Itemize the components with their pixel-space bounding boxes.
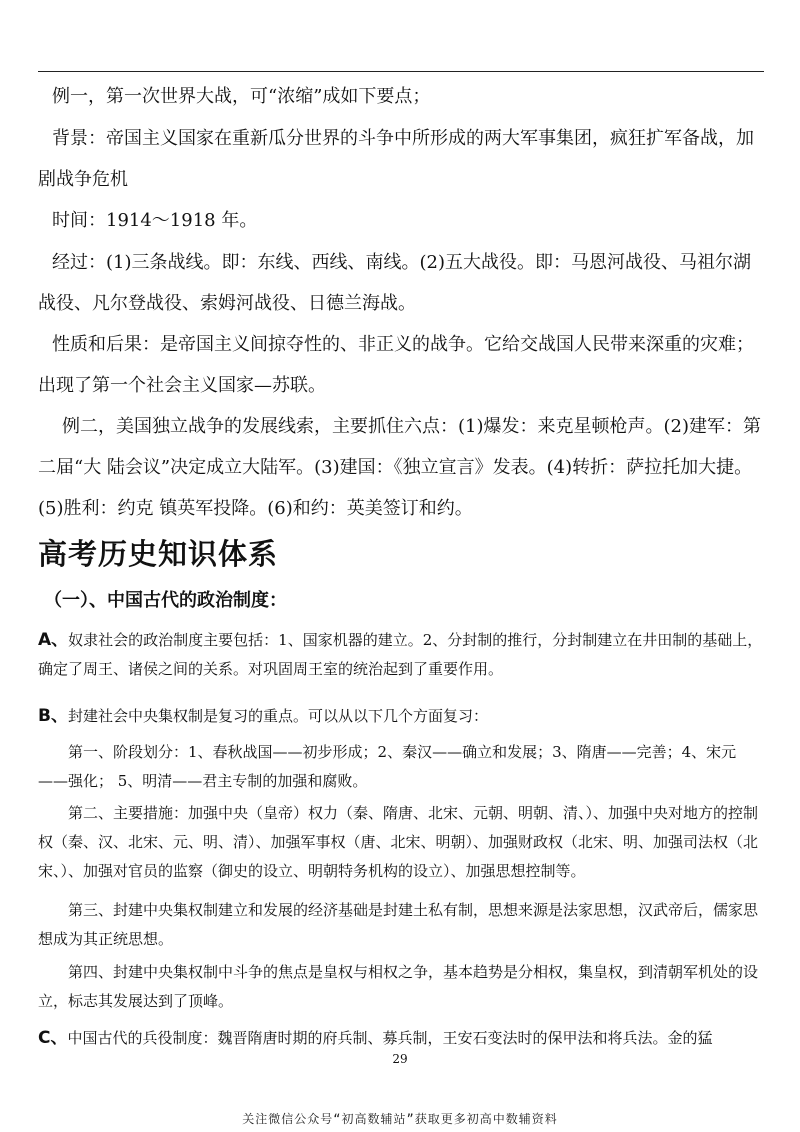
paragraph-main-measures: 第二、主要措施：加强中央（皇帝）权力（秦、隋唐、北宋、元朝、明朝、清、）、加强中央对地方的控制权（秦、汉、北宋、元、明、清）、加强军事权（唐、北宋、明朝）、加强财政权（北宋、明、加强司法权（北宋、）、加强对官员的监察（御史的设立、明朝特务机构的设立）、加强思想控制等。 [38, 804, 759, 880]
example-2-line: 例二，美国独立战争的发展线索，主要抓住六点：(1)爆发：来克星顿枪声。(2)建军：第二届“大 陆会议”决定成立大陆军。(3)建国：《独立宣言》发表。(4)转折：萨拉托加大捷。(5)胜利：约克 镇英军投降。(6)和约：英美签订和约。 [38, 416, 761, 519]
example-1-line: 例一，第一次世界大战，可“浓缩”成如下要点； [52, 86, 431, 107]
example-1-time: 时间：1914～1918 年。 [52, 210, 258, 231]
paragraph-a-lead: A、 [38, 630, 69, 650]
paragraph-b-text: 封建社会中央集权制是复习的重点。可以从以下几个方面复习： [67, 707, 488, 725]
example-1-nature: 性质和后果：是帝国主义间掠夺性的、非正义的战争。它给交战国人民带来深重的灾难；出现了第一个社会主义国家—苏联。 [38, 334, 754, 396]
footer-note: 关注微信公众号“初高数辅站”获取更多初高中数辅资料 [242, 1112, 558, 1126]
paragraph-power-struggle: 第四、封建中央集权制中斗争的焦点是皇权与相权之争，基本趋势是分相权，集皇权，到清朝军机处的设立，标志其发展达到了顶峰。 [38, 963, 759, 1010]
example-1-background: 背景：帝国主义国家在重新瓜分世界的斗争中所形成的两大军事集团，疯狂扩军备战，加剧战争危机 [38, 128, 754, 190]
paragraph-c-text: 中国古代的兵役制度：魏晋隋唐时期的府兵制、募兵制，王安石变法时的保甲法和将兵法。金的猛 [67, 1029, 713, 1047]
paragraph-b [38, 702, 766, 731]
header-rule [38, 71, 764, 72]
paragraph-economic-basis: 第三、封建中央集权制建立和发展的经济基础是封建土私有制，思想来源是法家思想，汉武帝后，儒家思想成为其正统思想。 [38, 901, 759, 948]
paragraph-c [38, 1024, 766, 1053]
paragraph-stage-division: 第一、阶段划分：1、春秋战国——初步形成；2、秦汉——确立和发展；3、隋唐——完善；4、宋元——强化； 5、明清——君主专制的加强和腐败。 [38, 743, 737, 790]
paragraph-a-text: 奴隶社会的政治制度主要包括：1、国家机器的建立。2、分封制的推行，分封制建立在井田制的基础上，确定了周王、诸侯之间的关系。对巩固周王室的统治起到了重要作用。 [38, 631, 763, 678]
paragraph-a [38, 626, 766, 684]
page-number: 29 [392, 1052, 408, 1066]
paragraph-b-lead: B、 [38, 706, 68, 726]
subsection-title: （一）、中国古代的政治制度： [44, 590, 287, 611]
paragraph-c-lead: C、 [38, 1028, 68, 1048]
example-1-process: 经过：(1)三条战线。即：东线、西线、南线。(2)五大战役。即：马恩河战役、马祖尔湖战役、凡尔登战役、索姆河战役、日德兰海战。 [38, 252, 751, 314]
section-title: 高考历史知识体系 [38, 537, 279, 571]
